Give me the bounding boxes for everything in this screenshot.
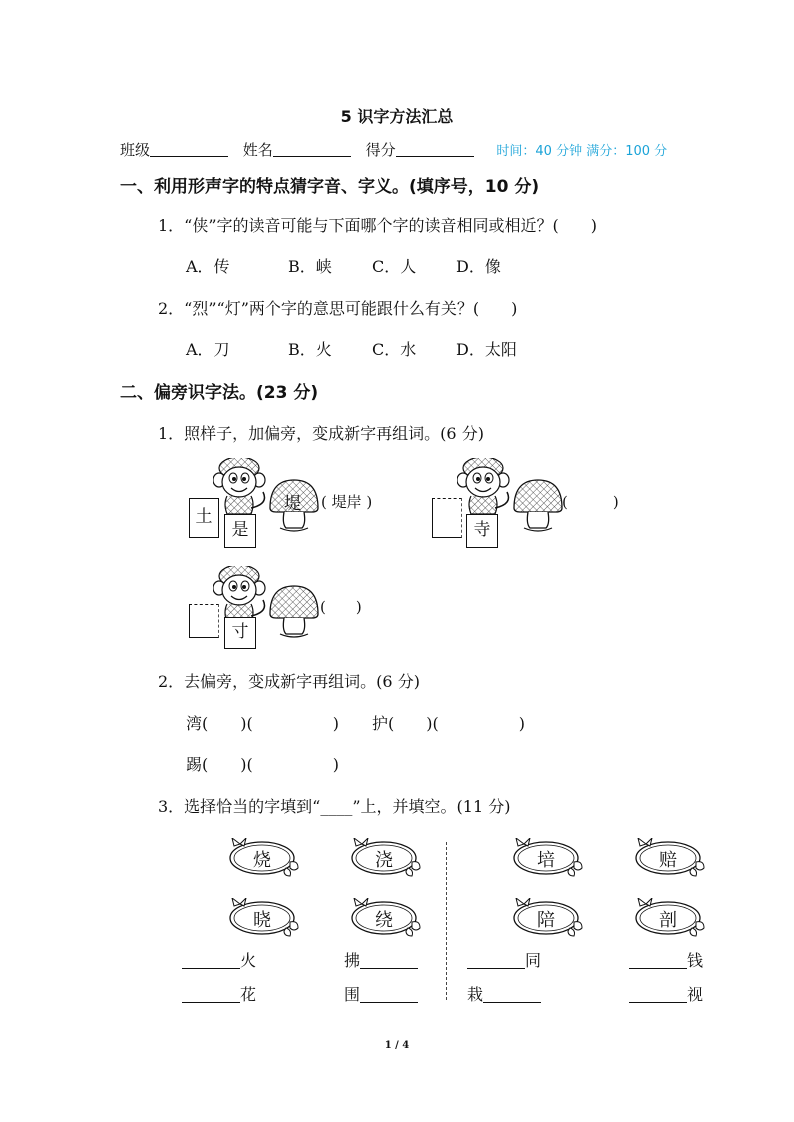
s1-q2-option-b: B．火 (288, 340, 332, 359)
section2-heading: 二、偏旁识字法。(23 分) (120, 383, 319, 403)
blank-qian[interactable]: 钱 (629, 948, 703, 971)
s2-q2-text: 2．去偏旁，变成新字再组词。(6 分) (158, 672, 420, 691)
blank-wei[interactable]: 围 (344, 982, 418, 1005)
s2-q3-text: 3．选择恰当的字填到“____”上，并填空。(11 分) (158, 797, 511, 816)
char-oval: 赔 (634, 838, 708, 878)
name-label: 姓名 (242, 141, 273, 159)
q2-item-ti[interactable]: 踢( )( ) (186, 755, 339, 774)
section1-heading: 一、利用形声字的特点猜字音、字义。(填序号，10 分) (120, 177, 540, 197)
q2-item-wan[interactable]: 湾( )( ) (186, 714, 339, 733)
blank-huo[interactable]: 火 (182, 948, 256, 971)
s1-q2-option-d: D．太阳 (456, 340, 517, 359)
s1-q1-option-a: A．传 (186, 257, 230, 276)
blank-shi[interactable]: 视 (629, 982, 703, 1005)
time-score-info: 时间：40 分钟 满分：100 分 (496, 144, 668, 159)
item3-word-parens[interactable]: ( ) (320, 598, 362, 616)
mushroom-illustration (512, 478, 568, 538)
example-radical-box: 土 (189, 498, 219, 538)
item2-base-box: 寺 (466, 514, 498, 548)
s1-q1-option-b: B．峡 (288, 257, 332, 276)
q2-item-hu[interactable]: 护( )( ) (372, 714, 525, 733)
char-oval: 烧 (228, 838, 302, 878)
s1-q2-option-c: C．水 (372, 340, 417, 359)
monkey-illustration (213, 458, 273, 518)
monkey-illustration (457, 458, 517, 518)
char-oval: 绕 (350, 898, 424, 938)
example-base-box: 是 (224, 514, 256, 548)
blank-fu[interactable]: 拂 (344, 948, 418, 971)
s1-q1-option-d: D．像 (456, 257, 501, 276)
example-result-char: 堤 (284, 494, 301, 514)
example-word: ( 堤岸 ) (321, 493, 373, 511)
mushroom-illustration (268, 584, 324, 644)
char-oval: 培 (512, 838, 586, 878)
item2-radical-box[interactable] (432, 498, 462, 538)
char-oval: 剖 (634, 898, 708, 938)
char-oval: 晓 (228, 898, 302, 938)
s2-q1-text: 1．照样子，加偏旁，变成新字再组词。(6 分) (158, 424, 484, 443)
char-oval: 浇 (350, 838, 424, 878)
blank-zai[interactable]: 栽 (467, 982, 541, 1005)
name-blank[interactable] (273, 142, 351, 157)
page-number: 1 / 4 (384, 1040, 410, 1051)
s1-q2-text: 2．“烈”“灯”两个字的意思可能跟什么有关？( ) (158, 299, 518, 318)
blank-hua[interactable]: 花 (182, 982, 256, 1005)
item2-word-parens[interactable]: ( ) (562, 493, 619, 511)
page-title: 5 识字方法汇总 (340, 107, 454, 126)
item3-radical-box[interactable] (189, 604, 219, 638)
divider-dashed (446, 842, 447, 1000)
score-blank[interactable] (396, 142, 474, 157)
char-oval: 陪 (512, 898, 586, 938)
s1-q1-option-c: C．人 (372, 257, 417, 276)
blank-tong[interactable]: 同 (467, 948, 541, 971)
score-label: 得分 (365, 141, 396, 159)
class-label: 班级 (120, 141, 151, 159)
class-blank[interactable] (150, 142, 228, 157)
item3-base-box: 寸 (224, 617, 256, 649)
student-info-row (120, 139, 667, 160)
s1-q2-option-a: A．刀 (186, 340, 230, 359)
s1-q1-text: 1．“侠”字的读音可能与下面哪个字的读音相同或相近？( ) (158, 216, 598, 235)
